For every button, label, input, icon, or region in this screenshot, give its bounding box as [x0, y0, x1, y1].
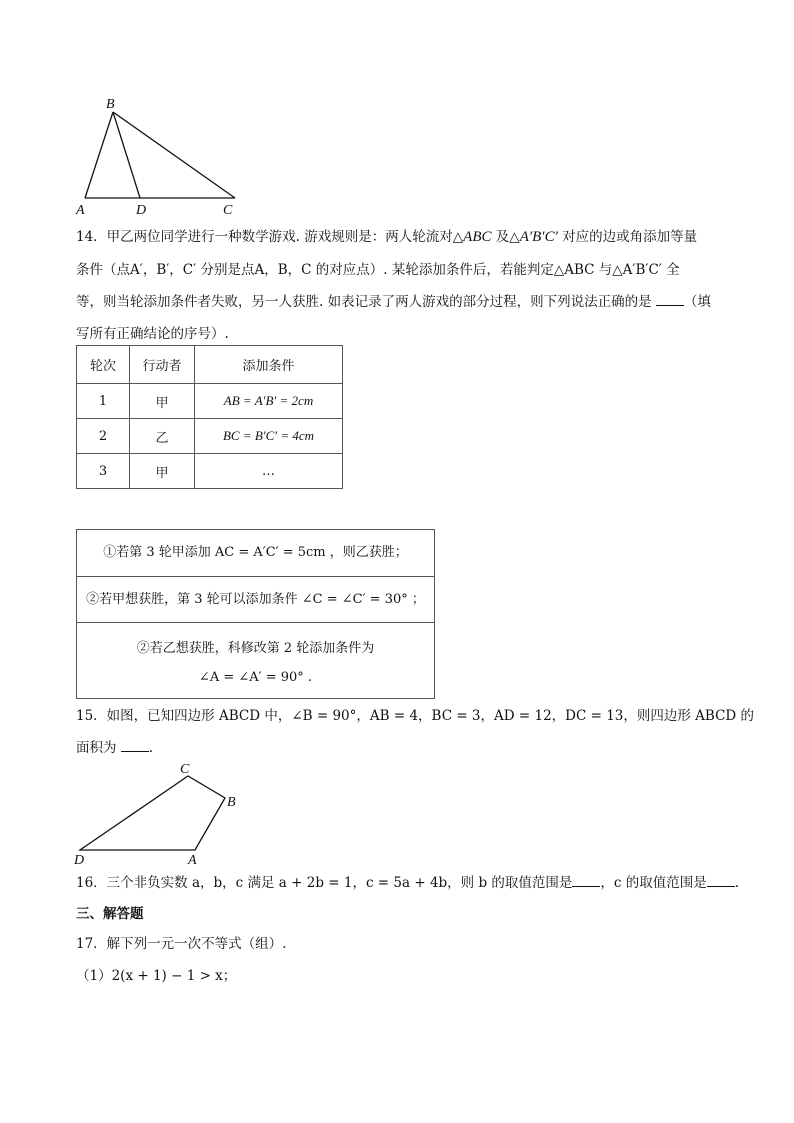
- answer-blank: [707, 874, 735, 887]
- q14-line1: 14．甲乙两位同学进行一种数学游戏. 游戏规则是：两人轮流对△ABC 及△A′B′C′ 对应的边或角添加等量: [76, 229, 698, 245]
- option-1: ①若第 3 轮甲添加 AC = A′C′ = 5cm ，则乙获胜；: [77, 530, 434, 577]
- vertex-label-b: B: [227, 795, 236, 810]
- answer-blank: [572, 874, 600, 887]
- q17-sub1: （1）2(x + 1) − 1 > x；: [76, 968, 237, 984]
- section-heading: 三、解答题: [76, 906, 144, 922]
- answer-blank: [656, 293, 684, 306]
- q14-line2: 条件（点A′，B′，C′ 分别是点A，B，C 的对应点）. 某轮添加条件后，若能判定△ABC 与△A′B′C′ 全: [76, 262, 680, 278]
- game-record-table: [76, 345, 343, 489]
- vertex-label-c: C: [223, 203, 233, 218]
- table-header: 轮次: [77, 346, 130, 384]
- vertex-label-a: A: [76, 203, 85, 218]
- q17-line1: 17．解下列一元一次不等式（组）.: [76, 936, 287, 952]
- vertex-label-b: B: [106, 97, 115, 112]
- answer-blank: [121, 739, 149, 752]
- option-3: ②若乙想获胜，科修改第 2 轮添加条件为 ∠A = ∠A′ = 90° .: [136, 641, 375, 685]
- table-row: 3 甲 …: [77, 454, 343, 489]
- q14-line3: 等，则当轮添加条件者失败，另一人获胜. 如表记录了两人游戏的部分过程，则下列说法正确的是 （填: [76, 294, 711, 310]
- q16: 16．三个非负实数 a，b，c 满足 a + 2b = 1，c = 5a + 4b，则 b 的取值范围是 ，c 的取值范围是 .: [76, 875, 740, 891]
- q15-line2: 面积为 .: [76, 740, 154, 756]
- vertex-label-d: D: [74, 853, 85, 868]
- q14-line4: 写所有正确结论的序号）.: [76, 326, 229, 342]
- q15-line1: 15．如图，已知四边形 ABCD 中，∠B = 90°，AB = 4，BC = 3，AD = 12，DC = 13，则四边形 ABCD 的: [76, 708, 755, 724]
- table-row: 1 甲 AB = A′B′ = 2cm: [77, 384, 343, 419]
- options-box: [76, 529, 435, 699]
- triangle-figure: [70, 92, 250, 222]
- vertex-label-a: A: [188, 853, 197, 868]
- table-header: 添加条件: [195, 346, 343, 384]
- vertex-label-d: D: [136, 203, 147, 218]
- option-2: ②若甲想获胜，第 3 轮可以添加条件 ∠C = ∠C′ = 30° ；: [77, 577, 434, 623]
- table-row: 2 乙 BC = B′C′ = 4cm: [77, 419, 343, 454]
- vertex-label-c: C: [180, 762, 190, 777]
- quadrilateral-figure: [70, 758, 260, 868]
- table-header: 行动者: [130, 346, 195, 384]
